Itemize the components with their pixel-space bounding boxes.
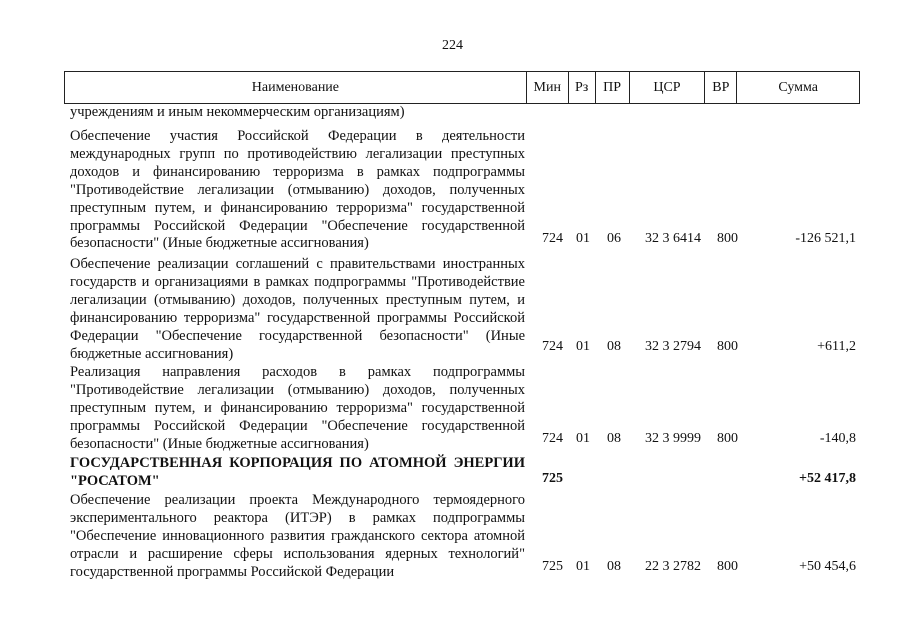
header-name: Наименование — [65, 72, 527, 103]
row-pr: 08 — [607, 559, 621, 574]
header-sum: Сумма — [778, 79, 818, 95]
row-sum: +50 454,6 — [799, 559, 856, 574]
header-min: Мин — [527, 72, 569, 103]
row-name: Обеспечение реализации соглашений с правительствами иностранных государств и организациями в рамках подпрограммы "Противодействие легализации (отмыванию) доходов, полученных преступным путем, и финансированию терроризма" государственной программы Российской Федерации "Обеспечение государственной безопасности" (Иные бюджетные ассигнования) — [70, 256, 525, 362]
row-pr: 08 — [607, 339, 621, 354]
section-title: ГОСУДАРСТВЕННАЯ КОРПОРАЦИЯ ПО АТОМНОЙ ЭНЕРГИИ "РОСАТОМ" — [70, 455, 525, 489]
header-vr: ВР — [705, 72, 737, 103]
row-pr: 06 — [607, 231, 621, 246]
row-sum: -140,8 — [819, 431, 856, 446]
row-vr: 800 — [717, 231, 738, 246]
row-csr: 32 3 9999 — [645, 431, 701, 446]
row-rz: 01 — [576, 339, 590, 354]
row-rz: 01 — [576, 559, 590, 574]
row-sum: -126 521,1 — [795, 231, 856, 246]
row-sum: +611,2 — [817, 339, 856, 354]
header-rz: Рз — [569, 72, 596, 103]
row-min: 725 — [542, 559, 563, 574]
row-min: 724 — [542, 231, 563, 246]
row-csr: 22 3 2782 — [645, 559, 701, 574]
row-name: Реализация направления расходов в рамках подпрограммы "Противодействие легализации (отмыванию) доходов, полученных преступным путем, и финансированию терроризма" государственной программы Российской Федерации "Обеспечение государственной безопасности" (Иные бюджетные ассигнования) — [70, 364, 525, 452]
row-rz: 01 — [576, 231, 590, 246]
header-pr: ПР — [596, 72, 630, 103]
row-min: 724 — [542, 339, 563, 354]
row-vr: 800 — [717, 431, 738, 446]
row-rz: 01 — [576, 431, 590, 446]
table-header — [64, 71, 860, 104]
row-name: Обеспечение реализации проекта Международного термоядерного экспериментального реактора (ИТЭР) в рамках подпрограммы "Обеспечение инновационного развития гражданского сектора атомной отрасли и расширение сферы использования ядерных технологий" государственной программы Российской Федерации — [70, 492, 525, 580]
row-vr: 800 — [717, 339, 738, 354]
row-csr: 32 3 2794 — [645, 339, 701, 354]
row-vr: 800 — [717, 559, 738, 574]
row-name: Обеспечение участия Российской Федерации в деятельности международных групп по противодействию легализации преступных доходов и финансированию терроризма в рамках подпрограммы "Противодействие легализации (отмыванию) доходов, полученных преступным путем, и финансированию терроризма" государственной программы Российской Федерации "Обеспечение государственной безопасности" (Иные бюджетные ассигнования) — [70, 128, 525, 252]
section-min: 725 — [542, 471, 563, 486]
section-sum: +52 417,8 — [799, 471, 856, 486]
header-csr: ЦСР — [630, 72, 706, 103]
continuation-text: учреждениям и иным некоммерческим организациям) — [70, 104, 405, 120]
page-number: 224 — [442, 38, 463, 53]
row-min: 724 — [542, 431, 563, 446]
row-pr: 08 — [607, 431, 621, 446]
row-csr: 32 3 6414 — [645, 231, 701, 246]
